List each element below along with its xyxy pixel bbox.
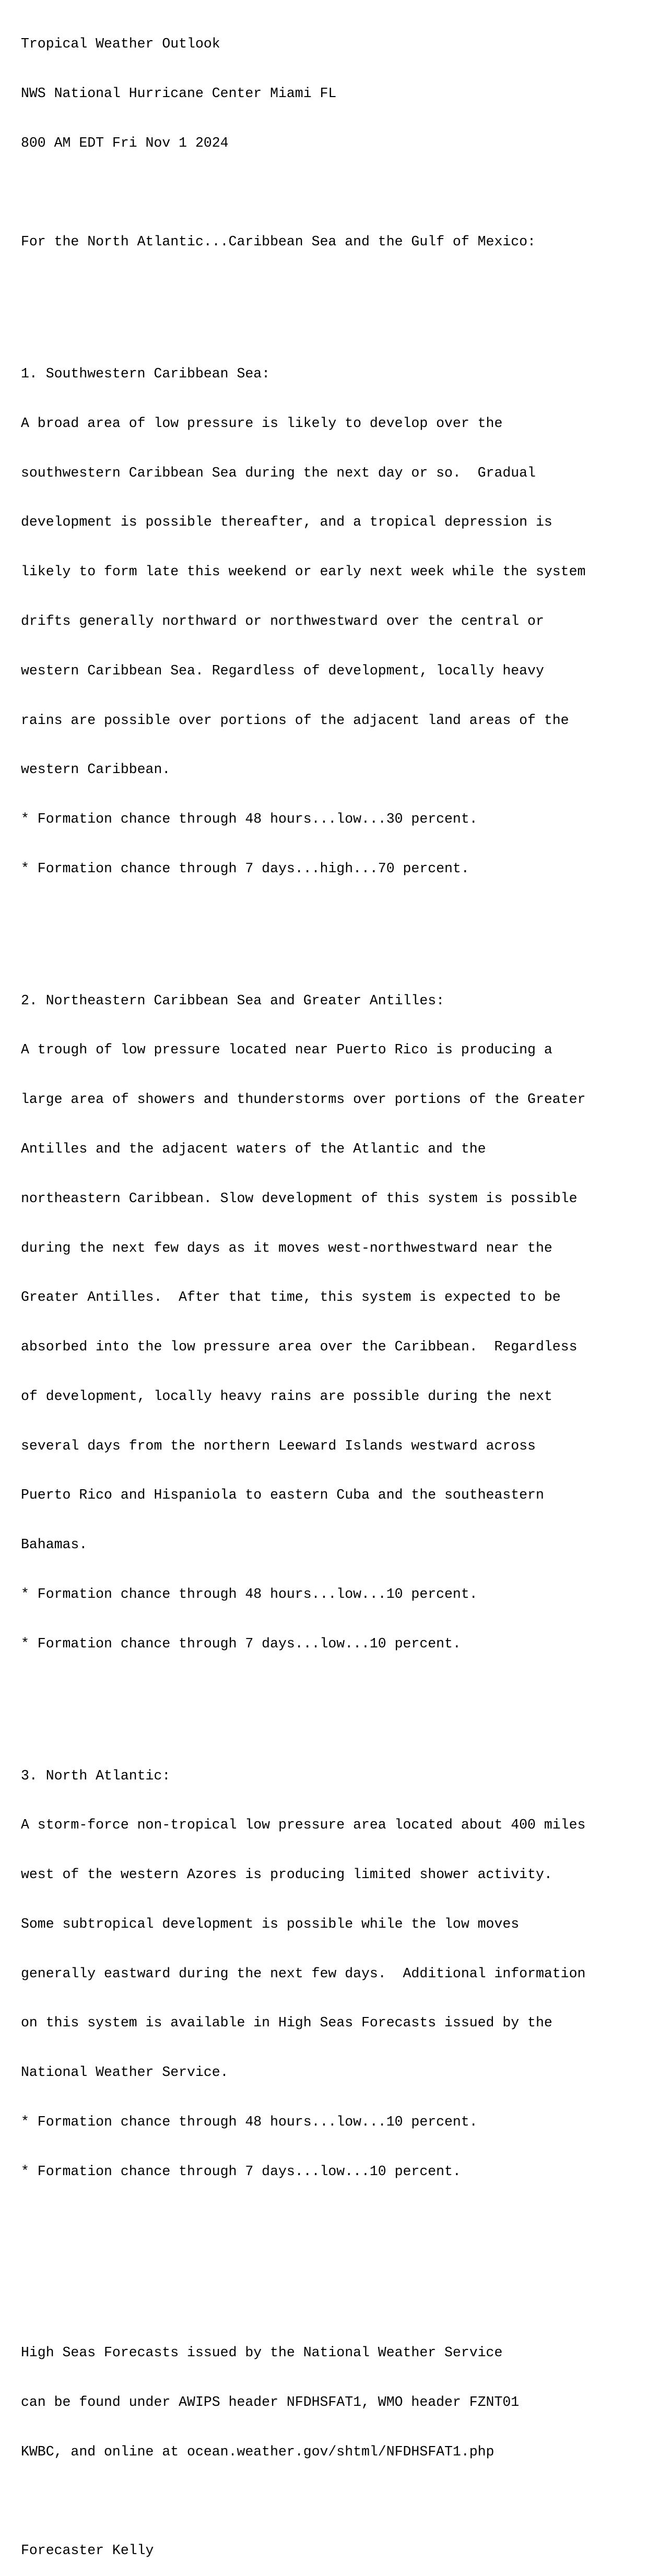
system-1-text-line: southwestern Caribbean Sea during the next day or so. Gradual <box>21 465 536 481</box>
system-2-text-line: large area of showers and thunderstorms over portions of the Greater <box>21 1091 586 1108</box>
issue-time: 800 AM EDT Fri Nov 1 2024 <box>21 135 229 151</box>
system-2-text-line: Greater Antilles. After that time, this system is expected to be <box>21 1289 561 1305</box>
spacer <box>21 2213 653 2230</box>
system-2-text-line: Puerto Rico and Hispaniola to eastern Cuba and the southeastern <box>21 1487 544 1503</box>
system-2-text-line: Antilles and the adjacent waters of the Atlantic and the <box>21 1141 486 1157</box>
system-3-chance-7d: * Formation chance through 7 days...low...10 percent. <box>21 2163 461 2179</box>
spacer <box>21 910 653 927</box>
system-2-text-line: northeastern Caribbean. Slow development of this system is possible <box>21 1190 578 1206</box>
system-2-text-line: several days from the northern Leeward Islands westward across <box>21 1438 536 1454</box>
system-3-text-line: west of the western Azores is producing limited shower activity. <box>21 1867 552 1883</box>
intro-line: For the North Atlantic...Caribbean Sea and the Gulf of Mexico: <box>21 234 536 250</box>
system-3-text-line: A storm-force non-tropical low pressure area located about 400 miles <box>21 1817 586 1833</box>
system-1-text-line: rains are possible over portions of the adjacent land areas of the <box>21 712 569 728</box>
system-3-text-line: National Weather Service. <box>21 2064 229 2081</box>
system-2-text-line: absorbed into the low pressure area over the Caribbean. Regardless <box>21 1339 578 1355</box>
spacer <box>21 1685 653 1702</box>
outlook-document <box>21 3 653 2576</box>
spacer <box>21 2494 653 2510</box>
system-1-text-line: likely to form late this weekend or early next week while the system <box>21 564 586 580</box>
footer-line: High Seas Forecasts issued by the National Weather Service <box>21 2345 503 2361</box>
system-1-chance-48h: * Formation chance through 48 hours...low...30 percent. <box>21 811 478 827</box>
system-2-heading: 2. Northeastern Caribbean Sea and Greater Antilles: <box>21 992 445 1008</box>
spacer <box>21 2262 653 2279</box>
system-2-text-line: during the next few days as it moves west-northwestward near the <box>21 1240 552 1256</box>
system-1-text-line: western Caribbean Sea. Regardless of development, locally heavy <box>21 662 544 679</box>
footer-line: KWBC, and online at ocean.weather.gov/shtml/NFDHSFAT1.php <box>21 2443 495 2460</box>
system-3-chance-48h: * Formation chance through 48 hours...low...10 percent. <box>21 2114 478 2130</box>
system-3-heading: 3. North Atlantic: <box>21 1767 171 1784</box>
system-1-text-line: drifts generally northward or northwestward over the central or <box>21 613 544 629</box>
system-2-text-line: A trough of low pressure located near Puerto Rico is producing a <box>21 1042 552 1058</box>
system-3-text-line: generally eastward during the next few days. Additional information <box>21 1965 586 1981</box>
product-title: Tropical Weather Outlook <box>21 36 220 52</box>
system-2-text-line: Bahamas. <box>21 1537 88 1553</box>
system-2-chance-48h: * Formation chance through 48 hours...low...10 percent. <box>21 1586 478 1602</box>
system-3-text-line: on this system is available in High Seas Forecasts issued by the <box>21 2015 552 2031</box>
system-3-text-line: Some subtropical development is possible while the low moves <box>21 1916 520 1932</box>
system-1-text-line: western Caribbean. <box>21 762 171 778</box>
spacer <box>21 185 653 201</box>
footer-line: can be found under AWIPS header NFDHSFAT1, WMO header FZNT01 <box>21 2394 520 2411</box>
issuing-office: NWS National Hurricane Center Miami FL <box>21 85 337 101</box>
spacer <box>21 283 653 300</box>
system-1-chance-7d: * Formation chance through 7 days...high...70 percent. <box>21 860 469 876</box>
system-1-text-line: A broad area of low pressure is likely to develop over the <box>21 415 503 431</box>
forecaster-signature: Forecaster Kelly <box>21 2543 154 2559</box>
system-1-text-line: development is possible thereafter, and a tropical depression is <box>21 514 552 530</box>
system-1-heading: 1. Southwestern Caribbean Sea: <box>21 366 270 382</box>
system-2-chance-7d: * Formation chance through 7 days...low...10 percent. <box>21 1635 461 1652</box>
system-2-text-line: of development, locally heavy rains are possible during the next <box>21 1388 552 1404</box>
